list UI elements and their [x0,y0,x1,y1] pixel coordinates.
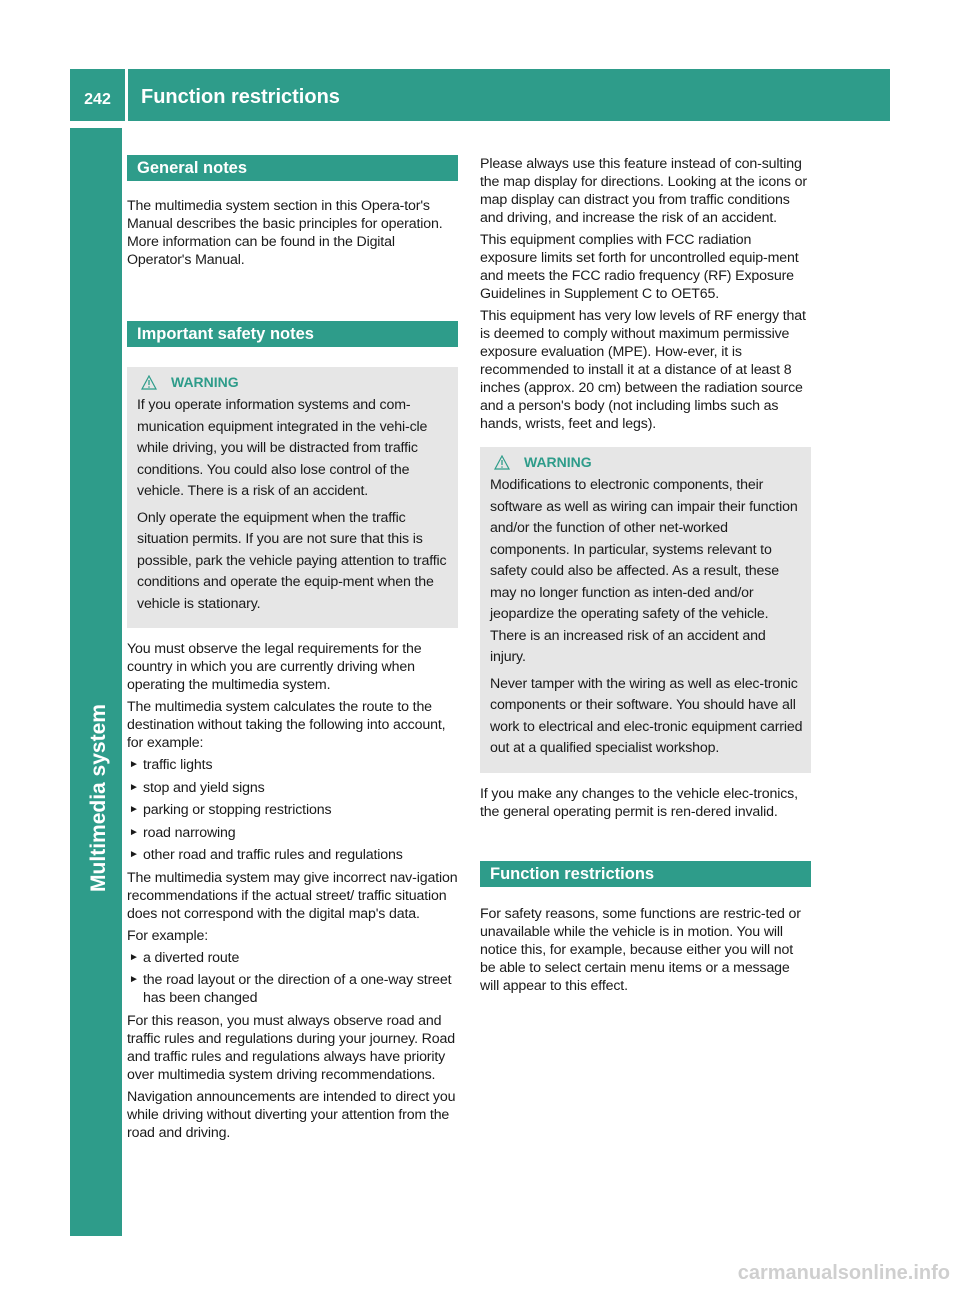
body-paragraph: The multimedia system calculates the route to the destination without taking the following into account, for example: [127,699,446,751]
bullet-icon: ► [129,826,139,838]
body-paragraph: You must observe the legal requirements for the country in which you are currently driving when operating the multimedia system. [127,641,422,693]
warning-triangle-icon [141,375,157,390]
left-column [127,155,458,1146]
section-heading-function-restrictions: Function restrictions [480,861,811,887]
body-paragraph: Navigation announcements are intended to direct you while driving without diverting your attention from the road and driving. [127,1088,456,1141]
body-paragraph: For example: [127,927,208,944]
bullet-icon: ► [129,951,139,963]
warning-paragraph: Only operate the equipment when the traffic situation permits. If you are not sure that this is possible, park the vehicle paying attention to traffic conditions and operate the equip-ment when the vehicle is stationary. [137,509,447,612]
general-notes-paragraph: The multimedia system section in this Opera-tor's Manual describes the basic principles for operation. More information can be found in the Digital Operator's Manual. [127,198,443,268]
list-item: ► parking or stopping restrictions [129,802,332,818]
section-heading-general-notes: General notes [127,155,458,181]
warning-triangle-icon [494,455,510,470]
sidebar-chapter-label [84,668,114,928]
body-paragraph: For this reason, you must always observe road and traffic rules and regulations during your journey. Road and traffic rules and regulations always have priority over multimedia system driving recommendations. [127,1012,455,1083]
list-item: ► road narrowing [129,824,236,841]
bullet-list [127,756,458,864]
bullet-icon: ► [129,804,139,815]
sidebar-chapter-text: Multimedia system [87,704,110,892]
body-paragraph: This equipment complies with FCC radiation exposure limits set forth for uncontrolled equip-ment and meets the FCC radio frequency (RF) Exposure Guidelines in Supplement C to OET65. [480,232,799,302]
bullet-icon: ► [129,781,139,793]
section-heading-safety-notes: Important safety notes [127,321,458,347]
warning-paragraph: If you operate information systems and com-munication equipment integrated in the vehi-cle while driving, you will be distracted from traffic conditions. You could also lose control of the vehicle. There is a risk of an accident. [137,397,428,499]
footer-watermark: carmanualsonline.info [737,1262,950,1284]
page-number: 242 [84,91,111,108]
bullet-icon: ► [129,974,139,985]
list-item: ► traffic lights [129,757,213,773]
warning-title-text: WARNING [171,374,239,390]
warning-title-text: WARNING [524,454,592,470]
warning-box [127,367,458,628]
header-divider [125,69,128,121]
body-paragraph: Please always use this feature instead of con-sulting the map display for directions. Looking at the icons or map display can distract you from traffic conditions and driving, and increase the risk of an accident. [480,156,807,226]
page-title: Function restrictions [141,85,340,108]
body-paragraph: This equipment has very low levels of RF energy that is deemed to comply without maximum permissive exposure evaluation (MPE). How-ever, it is recommended to install it at a distance of at least 8 inches (approx. 20 cm) between the radiation source and a person's body (not including limbs such as hands, wrists, feet and legs). [480,308,806,432]
list-item: ► a diverted route [129,949,240,966]
warning-paragraph: Modifications to electronic components, their software as well as wiring can impair their function and/or the function of other net-worked components. In particular, systems relevant to safety could also be affected. As a result, these may no longer function as inten-ded and/or jeopardize the operating safety of the vehicle. There is an increased risk of an accident and injury. [490,477,798,665]
body-paragraph: For safety reasons, some functions are restric-ted or unavailable while the vehicle is in motion. You will notice this, for example, because either you will not be able to select certain menu items or a message will appear to this effect. [480,905,801,994]
list-item: ► the road layout or the direction of a one-way street has been changed [129,972,452,1006]
list-item: ► stop and yield signs [129,779,265,796]
bullet-list [127,949,458,1008]
body-paragraph: If you make any changes to the vehicle elec-tronics, the general operating permit is ren-dered invalid. [480,785,798,820]
warning-box [480,447,811,773]
bullet-icon: ► [129,849,139,860]
warning-title [490,451,803,473]
body-paragraph: The multimedia system may give incorrect nav-igation recommendations if the actual street/ traffic situation does not correspond with the digital map's data. [127,869,458,922]
bullet-icon: ► [129,759,139,770]
warning-paragraph: Never tamper with the wiring as well as elec-tronic components or their software. You should have all work to electrical and elec-tronic equipment carried out at a qualified specialist workshop. [490,675,803,756]
right-column [480,155,811,999]
warning-title [137,371,450,393]
list-item: ► other road and traffic rules and regulations [129,847,403,863]
